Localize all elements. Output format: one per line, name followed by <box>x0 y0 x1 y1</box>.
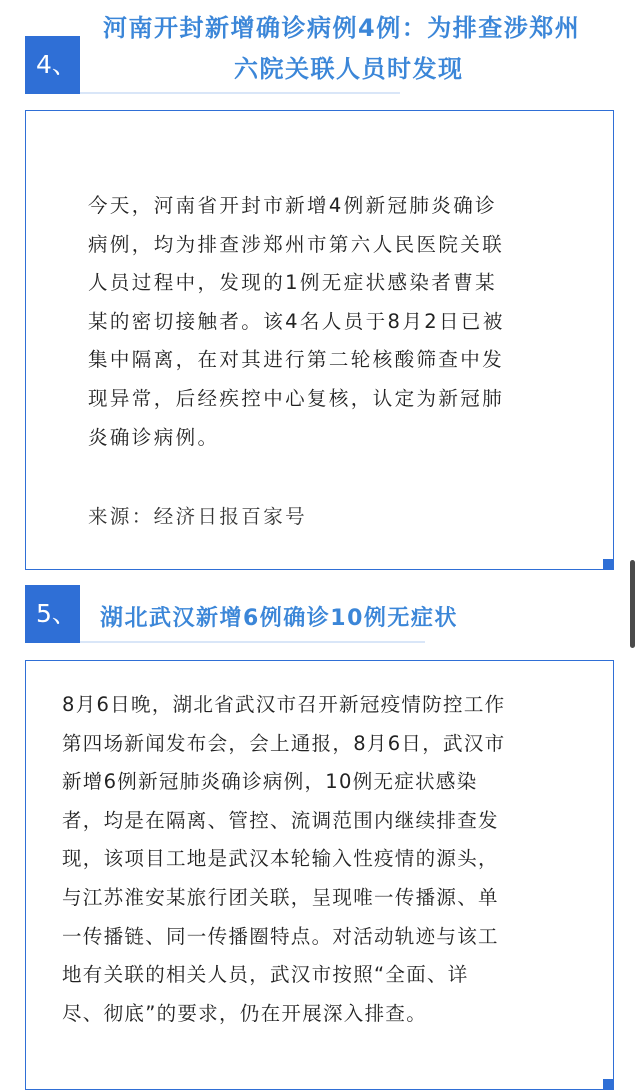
section-5-content-box <box>25 660 614 1090</box>
section-5-header <box>25 585 614 645</box>
section-4-title-line-2: 六院关联人员时发现 <box>234 55 464 83</box>
section-4-number: 4、 <box>25 36 80 94</box>
section-4-content-box <box>25 110 614 570</box>
header-divider <box>80 641 425 643</box>
body-line: 者，均是在隔离、管控、流调范围内继续排查发 <box>62 808 499 832</box>
section-5-title-bold: 湖北 <box>100 605 149 631</box>
section-4-title-line-1: 河南开封新增确诊病例4例：为排查涉郑州 <box>103 14 581 42</box>
header-divider <box>80 92 400 94</box>
corner-marker <box>603 1079 614 1090</box>
body-line: 第四场新闻发布会，会上通报，8月6日，武汉市 <box>62 731 506 755</box>
scrollbar-thumb[interactable] <box>630 560 635 648</box>
body-line: 地有关联的相关人员，武汉市按照“全面、详 <box>62 963 469 987</box>
section-5-title-rest: 武汉新增6例确诊10例无症状 <box>149 606 458 631</box>
section-4-body <box>88 187 558 457</box>
body-line: 尽、彻底”的要求，仍在开展深入排查。 <box>62 1001 428 1025</box>
corner-marker <box>603 559 614 570</box>
body-line: 人员过程中，发现的1例无症状感染者曹某 <box>88 271 498 295</box>
body-line: 与江苏淮安某旅行团关联，呈现唯一传播源、单 <box>62 885 499 909</box>
body-line: 现，该项目工地是武汉本轮输入性疫情的源头， <box>62 847 499 871</box>
body-line: 炎确诊病例。 <box>88 425 220 449</box>
body-line: 病例，均为排查涉郑州市第六人民医院关联 <box>88 232 505 256</box>
section-5-number: 5、 <box>25 585 80 643</box>
body-line: 今天，河南省开封市新增4例新冠肺炎确诊 <box>88 194 498 217</box>
body-line: 一传播链、同一传播圈特点。对活动轨迹与该工 <box>62 924 499 948</box>
section-4-cut-line: 来源：经济日报百家号 <box>88 505 308 528</box>
body-line: 集中隔离，在对其进行第二轮核酸筛查中发 <box>88 348 505 372</box>
body-line: 某的密切接触者。该4名人员于8月2日已被 <box>88 309 505 333</box>
section-5-body <box>62 686 582 1033</box>
section-5-title <box>100 599 458 632</box>
body-line: 新增6例新冠肺炎确诊病例，10例无症状感染 <box>62 770 478 794</box>
body-line: 现异常，后经疾控中心复核，认定为新冠肺 <box>88 386 505 410</box>
section-4-header <box>25 0 614 95</box>
body-line: 8月6日晚，湖北省武汉市召开新冠疫情防控工作 <box>62 693 506 716</box>
